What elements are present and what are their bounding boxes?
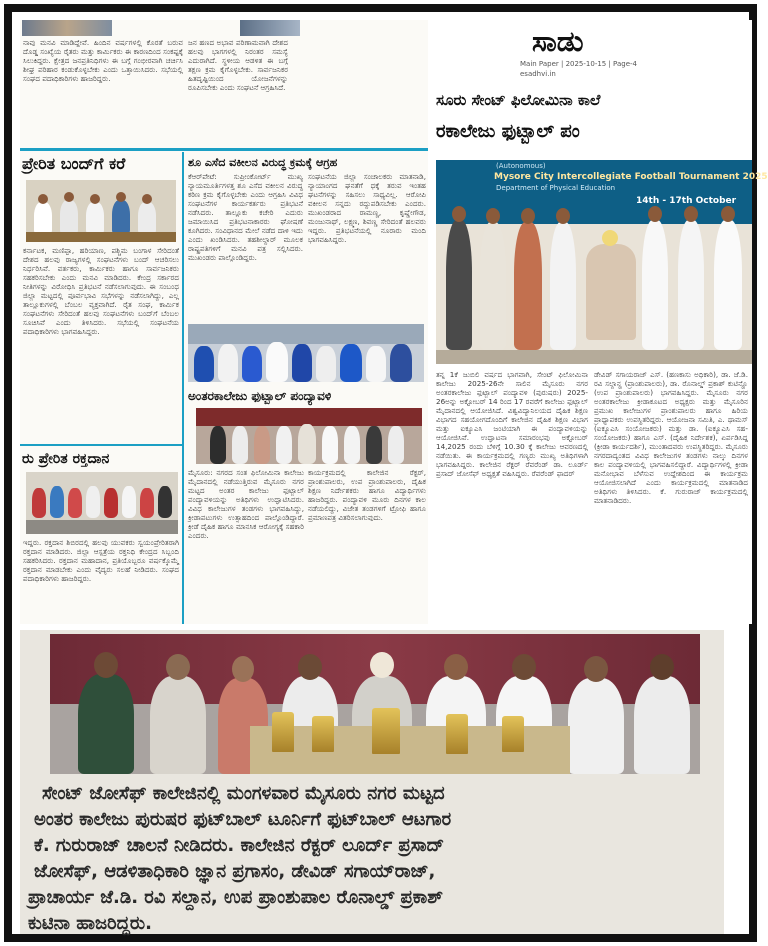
edition-line: Main Paper | 2025-10-15 | Page-4 — [520, 60, 637, 68]
headline-football: ಅಂತರಕಾಲೇಜು ಫುಟ್ಬಾಲ್ ಪಂದ್ಯಾವಳಿ — [188, 389, 332, 403]
trophy — [272, 712, 294, 752]
top-left-text: ನಾವು ಮನವಿ ಮಾಡಿದ್ದೇವೆ. ಹಿಂದಿನ ವರ್ಷಗಳಲ್ಲಿ ಕೊರತೆ ಬರುವ ದೊಡ್ಡ ಸಂಖ್ಯೆಯ ರೈತರು ಮತ್ತು ಕಾರ್ಮಿಕರು ಈ ಕಾರಣದಿಂದ ಸಂಕಷ್ಟಕ್ಕೆ ಸಿಲುಕಿದ್ದರು. ಕ್ಷೇತ್ರದ ಜನಪ್ರತಿನಿಧಿಗಳು ಈ ಬಗ್ಗೆ ಗಂಭೀರವಾಗಿ ಚರ್ಚಿಸಿ ಶೀಘ್ರ ಪರಿಹಾರ ಕಂಡುಕೊಳ್ಳಬೇಕು ಎಂದು ಒತ್ತಾಯಿಸಿದರು. ಸಭೆಯಲ್ಲಿ ಸಂಘದ ಪದಾಧಿಕಾರಿಗಳು ಹಾಜರಿದ್ದರು. — [23, 38, 186, 83]
trophy — [372, 708, 400, 754]
section-divider-2 — [20, 444, 182, 446]
caption-line-6: ಕುಟಿನಾ ಹಾಜರಿದ್ದರು. — [28, 913, 152, 934]
headline-bandh: ಪ್ರೇರಿತ ಬಂದ್‌ಗೆ ಕರೆ — [22, 154, 126, 173]
protest-photo — [188, 324, 424, 382]
right-article-text-right: ಡೇವಿಡ್ ಸಗಾಯರಾಜ್ ಎಸ್. (ಹಣಕಾಸು ಅಧಿಕಾರಿ), ಡಾ. ಜೆ.ಡಿ. ರವಿ ಸಲ್ದಾನ್ಹ (ಪ್ರಾಂಶುಪಾಲರು), ಡಾ. ರೊನಾಲ್ಡ್ ಪ್ರಕಾಶ್ ಕುಟಿನ್ಹೊ (ಉಪ ಪ್ರಾಂಶುಪಾಲರು) ಭಾಗವಹಿಸಿದ್ದರು. ಮೈಸೂರು ನಗರ ಅಂತರಕಾಲೇಜು ಕ್ರೀಡಾಕೂಟದ ಅಧ್ಯಕ್ಷರು ಮತ್ತು ಮೈಸೂರಿನ ಪ್ರಮುಖ ಕಾಲೇಜುಗಳ ಪ್ರಾಂಶುಪಾಲರು ಹಾಗೂ ಹಿರಿಯ ಪ್ರಾಧ್ಯಾಪಕರು ಉಪಸ್ಥಿತರಿದ್ದರು. ಆಯೋಜನಾ ಸಮಿತಿ, ಎ. ಥಾಮಸ್ (ಐಕ್ಯೂಎಸಿ ಸಂಯೋಜಕರು) ಮತ್ತು ಡಾ. (ಐಕ್ಯೂಎಸಿ ಸಹ-ಸಂಯೋಜಕರು) ಹಾಗೂ ಎಸ್. (ದೈಹಿಕ ನಿರ್ದೇಶಕ), ಏರ್ಪಡಿಸಿದ್ದ (ಕ್ರೀಡಾ ಕಾರ್ಯದರ್ಶಿ), ಮುಂತಾದವರು ಉಪಸ್ಥಿತರಿದ್ದರು. ಮೈಸೂರು ನಗರದಾದ್ಯಂತದ ವಿವಿಧ ಕಾಲೇಜುಗಳ ತಂಡಗಳು ನಾಲ್ಕು ದಿನಗಳ ಕಾಲ ಪಂದ್ಯಾವಳಿಯಲ್ಲಿ ಭಾಗವಹಿಸಲಿದ್ದಾರೆ. ವಿದ್ಯಾರ್ಥಿಗಳಲ್ಲಿ ಕ್ರೀಡಾ ಮನೋಭಾವ ಬೆಳೆಸುವ ಉದ್ದೇಶದಿಂದ ಈ ಕಾರ್ಯಕ್ರಮ ಆಯೋಜಿಸಲಾಗಿದೆ ಎಂದು ಕಾರ್ಯಕ್ರಮದಲ್ಲಿ ಮಾತನಾಡಿದ ಅತಿಥಿಗಳು ತಿಳಿಸಿದರು. ಕೆ. ಗುರುರಾಜ್ ಕಾರ್ಯಕ್ರಮದಲ್ಲಿ ಮಾತನಾಡಿದರು. — [594, 370, 751, 505]
left-news-clipping — [20, 20, 428, 624]
caption-line-2: ಅಂತರ ಕಾಲೇಜು ಪುರುಷರ ಫುಟ್‌ಬಾಲ್ ಟೂರ್ನಿಗೆ ಫುಟ್‌ಬಾಲ್ ಆಟಗಾರ — [34, 809, 452, 830]
inauguration-photo — [436, 160, 768, 364]
shoe-article-text-right: ಸಂಘಟನೆಯ ಜಿಲ್ಲಾ ಸಂಚಾಲಕರು ಮಾತನಾಡಿ, ನ್ಯಾಯಾಂಗದ ಘನತೆಗೆ ಧಕ್ಕೆ ತರುವ ಇಂತಹ ಘಟನೆಗಳನ್ನು ಸಹಿಸಲು ಸಾಧ್ಯವಿಲ್ಲ. ಆರೋಪಿ ವಕೀಲನ ಸನ್ನದು ರದ್ದುಪಡಿಸಬೇಕು ಎಂದರು. ಮುಖಂಡರಾದ ರಾಮಣ್ಣ, ಕೃಷ್ಣೇಗೌಡ, ಮಂಜುನಾಥ್, ಲಕ್ಷ್ಮಣ, ಶಿವಣ್ಣ ಸೇರಿದಂತೆ ಹಲವರು ಇದ್ದರು. ಪ್ರತಿಭಟನೆಯಲ್ಲಿ ನೂರಾರು ಮಂದಿ ಭಾಗವಹಿಸಿದ್ದರು. — [308, 172, 429, 244]
blood-donation-photo — [26, 472, 178, 534]
banner-dates: 14th - 17th October — [636, 196, 737, 206]
bottom-news-clipping — [20, 630, 724, 934]
top-right-text: ಜನ ಹಣದ ಅಭಾವ ಪರಿಣಾಮವಾಗಿ ದೇಶದ ಹಲವು ಭಾಗಗಳಲ್ಲಿ ನಿರಂತರ ಸಮಸ್ಯೆ ಎದುರಾಗಿದೆ. ಸ್ಥಳೀಯ ಆಡಳಿತ ಈ ಬಗ್ಗೆ ತಕ್ಷಣ ಕ್ರಮ ಕೈಗೊಳ್ಳಬೇಕು. ಸಾರ್ವಜನಿಕರ ಹಿತದೃಷ್ಟಿಯಿಂದ ಯೋಜನೆಗಳನ್ನು ರೂಪಿಸಬೇಕು ಎಂದು ಸಂಘಟನೆ ಆಗ್ರಹಿಸಿದೆ. — [188, 38, 291, 92]
right-article-text-left: ತನ್ನ 1ಕೆ ಜುಬಿಲಿ ವರ್ಷದ ಭಾಗವಾಗಿ, ಸೇಂಟ್ ಫಿಲೋಮಿನಾ ಕಾಲೇಜು 2025-26ನೇ ಸಾಲಿನ ಮೈಸೂರು ನಗರ ಅಂತರಕಾಲೇಜು ಫುಟ್ಬಾಲ್ ಪಂದ್ಯಾವಳಿ (ಪುರುಷರು) 2025-26ಅನ್ನು ಅಕ್ಟೋಬರ್ 14 ರಿಂದ 17 ರವರೆಗೆ ಕಾಲೇಜು ಫುಟ್ಬಾಲ್ ಮೈದಾನದಲ್ಲಿ ಆಯೋಜಿಸಿದೆ. ವಿಶ್ವವಿದ್ಯಾನಿಲಯದ ದೈಹಿಕ ಶಿಕ್ಷಣ ವಿಭಾಗದ ಸಹಯೋಗದೊಂದಿಗೆ ಕಾಲೇಜಿನ ದೈಹಿಕ ಶಿಕ್ಷಣ ವಿಭಾಗ ಮತ್ತು ಐಕ್ಯೂಎಸಿ ಜಂಟಿಯಾಗಿ ಈ ಪಂದ್ಯಾವಳಿಯನ್ನು ಆಯೋಜಿಸಿವೆ. ಉದ್ಘಾಟನಾ ಸಮಾರಂಭವು ಅಕ್ಟೋಬರ್ 14,2025 ರಂದು ಬೆಳಿಗ್ಗೆ 10.30 ಕ್ಕೆ ಕಾಲೇಜು ಆವರಣದಲ್ಲಿ ನಡೆಯಿತು. ಈ ಕಾರ್ಯಕ್ರಮದಲ್ಲಿ ಗಣ್ಯರು ಮುಖ್ಯ ಅತಿಥಿಗಳಾಗಿ ಭಾಗವಹಿಸಿದ್ದರು. ಕಾಲೇಜಿನ ರೆಕ್ಟರ್ ರೆವರೆಂಡ್ ಡಾ. ಲೂರ್ಡ್ ಪ್ರಸಾದ್ ಜೋಸೆಫ್ ಅಧ್ಯಕ್ಷತೆ ವಹಿಸಿದ್ದರು. ರೆವರೆಂಡ್ ಫಾದರ್ — [436, 370, 591, 478]
trophy — [502, 716, 524, 752]
bandh-article-text: ಕರ್ನಾಟಕ, ಮಣಿಪ್ಪಾ, ಹರಿಯಾಣ, ಪಶ್ಚಿಮ ಬಂಗಾಳ ಸೇರಿದಂತೆ ದೇಶದ ಹಲವು ರಾಜ್ಯಗಳಲ್ಲಿ ಸಂಘಟನೆಗಳು ಬಂದ್ ಆಚರಿಸಲು ನಿರ್ಧರಿಸಿವೆ. ವರ್ತಕರು, ಕಾರ್ಮಿಕರು ಹಾಗೂ ಸಾರ್ವಜನಿಕರು ಸಹಕರಿಸಬೇಕು ಎಂದು ಮನವಿ ಮಾಡಿದರು. ಕೇಂದ್ರ ಸರ್ಕಾರದ ನೀತಿಗಳನ್ನು ವಿರೋಧಿಸಿ ಪ್ರತಿಭಟನೆ ನಡೆಸಲಾಗುವುದು. ಈ ಸಂಬಂಧ ಜಿಲ್ಲಾ ಮಟ್ಟದಲ್ಲಿ ಪೂರ್ವಭಾವಿ ಸಭೆಗಳನ್ನು ನಡೆಸಲಾಗಿದ್ದು, ಎಲ್ಲ ತಾಲ್ಲೂಕುಗಳಲ್ಲಿ ಬೆಂಬಲ ವ್ಯಕ್ತವಾಗಿದೆ. ರೈತ ಸಂಘ, ಕಾರ್ಮಿಕ ಸಂಘಟನೆಗಳು ಸೇರಿದಂತೆ ಹಲವು ಸಂಘಟನೆಗಳು ಬಂದ್‌ಗೆ ಬೆಂಬಲ ಸೂಚಿಸಿವೆ ಎಂದು ತಿಳಿಸಿದರು. ಸಭೆಯಲ್ಲಿ ಸಂಘಟನೆಯ ಪದಾಧಿಕಾರಿಗಳು ಭಾಗವಹಿಸಿದ್ದರು. — [23, 246, 182, 336]
caption-line-3: ಕೆ. ಗುರುರಾಜ್ ಚಾಲನೆ ನೀಡಿದರು. ಕಾಲೇಜಿನ ರೆಕ್ಟರ್ ಲೂರ್ದ್ ಪ್ರಸಾದ್ — [34, 835, 445, 856]
caption-line-5: ಪ್ರಾಚಾರ್ಯ ಜೆ.ಡಿ. ರವಿ ಸಲ್ದಾನ, ಉಪ ಪ್ರಾಂಶುಪಾಲ ರೊನಾಲ್ಡ್ ಪ್ರಕಾಶ್ — [28, 887, 443, 908]
top-photo — [22, 20, 112, 36]
headline-blood-donation: ರು ಪ್ರೇರಿತ ರಕ್ತದಾನ — [22, 451, 110, 467]
banner-sub: (Autonomous) — [496, 162, 546, 170]
caption-line-1: ಸೇಂಟ್ ಜೋಸೆಫ್ ಕಾಲೇಜಿನಲ್ಲಿ ಮಂಗಳವಾರ ಮೈಸೂರು ನಗರ ಮಟ್ಟದ — [42, 783, 445, 804]
shoe-article-text-left: ಕೆಆರ್‌ಪೇಟೆ: ಸುಪ್ರೀಂಕೋರ್ಟ್ ಮುಖ್ಯ ನ್ಯಾಯಮೂರ್ತಿಗಳತ್ತ ಶೂ ಎಸೆದ ವಕೀಲನ ವಿರುದ್ಧ ಕಠಿಣ ಕ್ರಮ ಕೈಗೊಳ್ಳಬೇಕು ಎಂದು ಆಗ್ರಹಿಸಿ ವಿವಿಧ ಸಂಘಟನೆಗಳ ಕಾರ್ಯಕರ್ತರು ಪ್ರತಿಭಟನೆ ನಡೆಸಿದರು. ತಾಲ್ಲೂಕು ಕಚೇರಿ ಎದುರು ಜಮಾಯಿಸಿದ ಪ್ರತಿಭಟನಾಕಾರರು ಘೋಷಣೆ ಕೂಗಿದರು. ಸಂವಿಧಾನದ ಮೇಲೆ ನಡೆದ ದಾಳಿ ಇದು ಎಂದು ಖಂಡಿಸಿದರು. ತಹಶೀಲ್ದಾರ್ ಮೂಲಕ ರಾಷ್ಟ್ರಪತಿಗಳಿಗೆ ಮನವಿ ಪತ್ರ ಸಲ್ಲಿಸಿದರು. ಮುಖಂಡರು ಪಾಲ್ಗೊಂಡಿದ್ದರು. — [188, 172, 306, 262]
meeting-photo — [26, 180, 176, 242]
trophy — [312, 716, 334, 752]
right-news-clipping — [432, 20, 768, 624]
headline-shoe-lawyer: ಶೂ ಎಸೆದ ವಕೀಲನ ವಿರುದ್ಧ ಕ್ರಮಕ್ಕೆ ಆಗ್ರಹ — [188, 156, 338, 169]
football-article-text-left: ಮೈಸೂರು: ನಗರದ ಸಂತ ಫಿಲೋಮಿನಾ ಕಾಲೇಜು ಮೈದಾನದಲ್ಲಿ ನಡೆಯುತ್ತಿರುವ ಮೈಸೂರು ನಗರ ಮಟ್ಟದ ಅಂತರ ಕಾಲೇಜು ಫುಟ್ಬಾಲ್ ಪಂದ್ಯಾವಳಿಯನ್ನು ಅತಿಥಿಗಳು ಉದ್ಘಾಟಿಸಿದರು. ವಿವಿಧ ಕಾಲೇಜುಗಳ ತಂಡಗಳು ಭಾಗವಹಿಸಿದ್ದು, ಕ್ರೀಡಾಪಟುಗಳು ಉತ್ಸಾಹದಿಂದ ಪಾಲ್ಗೊಂಡಿದ್ದಾರೆ. ಕ್ರೀಡೆ ದೈಹಿಕ ಹಾಗೂ ಮಾನಸಿಕ ಆರೋಗ್ಯಕ್ಕೆ ಸಹಕಾರಿ ಎಂದರು. — [188, 468, 307, 540]
headline-line2: ರಕಾಲೇಜು ಫುಟ್ಬಾಲ್ ಪಂ — [436, 121, 580, 142]
blood-donation-text: ಇದ್ದರು. ರಕ್ತದಾನ ಶಿಬಿರದಲ್ಲಿ ಹಲವು ಯುವಕರು ಸ್ವಯಂಪ್ರೇರಿತರಾಗಿ ರಕ್ತದಾನ ಮಾಡಿದರು. ಜಿಲ್ಲಾ ಆಸ್ಪತ್ರೆಯ ರಕ್ತನಿಧಿ ಕೇಂದ್ರದ ಸಿಬ್ಬಂದಿ ಸಹಕರಿಸಿದರು. ರಕ್ತದಾನ ಮಹಾದಾನ, ಪ್ರತಿಯೊಬ್ಬರೂ ವರ್ಷಕ್ಕೊಮ್ಮೆ ರಕ್ತದಾನ ಮಾಡಬೇಕು ಎಂದು ವೈದ್ಯರು ಸಲಹೆ ನೀಡಿದರು. ಸಂಘದ ಪದಾಧಿಕಾರಿಗಳು ಹಾಜರಿದ್ದರು. — [23, 538, 182, 583]
column-divider — [182, 152, 184, 624]
top-photo-right — [240, 20, 300, 36]
caption-line-4: ಜೋಸೆಫ್, ಆಡಳಿತಾಧಿಕಾರಿ ಜ್ಞಾನ ಪ್ರಗಾಸಂ, ಡೇವಿಡ್ ಸಗಾಯ್‌ರಾಜ್, — [34, 861, 436, 882]
scanned-page — [4, 4, 768, 942]
event-banner — [436, 160, 768, 224]
banner-title: Mysore City Intercollegiate Football Tournament 2025 — [494, 172, 768, 182]
football-article-text-right: ಕಾರ್ಯಕ್ರಮದಲ್ಲಿ ಕಾಲೇಜಿನ ರೆಕ್ಟರ್, ಪ್ರಾಂಶುಪಾಲರು, ಉಪ ಪ್ರಾಂಶುಪಾಲರು, ದೈಹಿಕ ಶಿಕ್ಷಣ ನಿರ್ದೇಶಕರು ಹಾಗೂ ವಿದ್ಯಾರ್ಥಿಗಳು ಹಾಜರಿದ್ದರು. ಪಂದ್ಯಾವಳಿ ಮೂರು ದಿನಗಳ ಕಾಲ ನಡೆಯಲಿದ್ದು, ವಿಜೇತ ತಂಡಗಳಿಗೆ ಟ್ರೋಫಿ ಹಾಗೂ ಪ್ರಮಾಣಪತ್ರ ವಿತರಿಸಲಾಗುವುದು. — [308, 468, 429, 522]
headline-line1: ಸೂರು ಸೇಂಟ್ ಫಿಲೋಮಿನಾ ಕಾಲೆ — [436, 91, 601, 109]
trophy — [446, 714, 468, 754]
section-divider-1 — [20, 148, 428, 151]
trophy-photo — [50, 634, 700, 774]
newspaper-masthead: ಸಾಡು — [532, 25, 584, 58]
football-event-photo — [196, 408, 422, 464]
website: esadhvi.in — [520, 70, 556, 78]
banner-org: Department of Physical Education — [496, 184, 616, 192]
